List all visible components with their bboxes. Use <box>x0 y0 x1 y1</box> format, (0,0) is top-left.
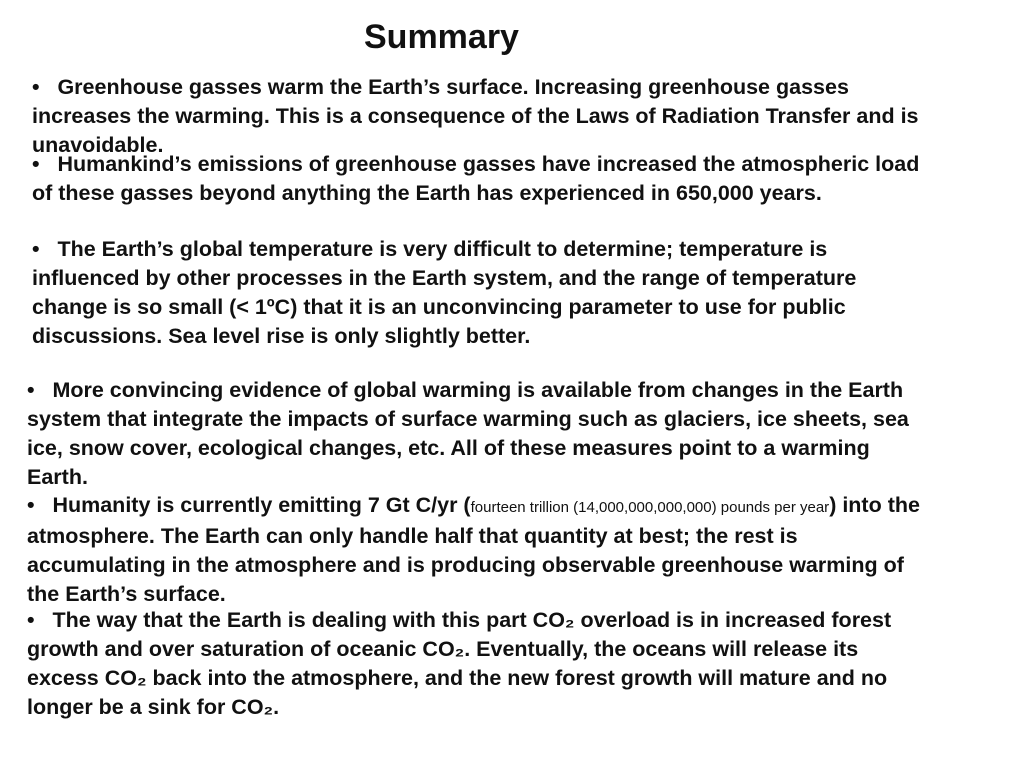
bullet-small-text: fourteen trillion (14,000,000,000,000) pounds per year <box>470 499 830 516</box>
bullet-human-emissions <box>32 150 937 208</box>
bullet-convincing-evidence <box>27 376 932 492</box>
bullet-marker: • <box>32 237 40 261</box>
bullet-greenhouse-warming <box>32 73 932 160</box>
bullet-text: The Earth’s global temperature is very difficult to determine; temperature is influenced by other processes in the Earth system, and the range of temperature change is so small (< 1ºC) that it is an unconvincing parameter to use for public discussions. Sea level rise is only slightly better. <box>32 237 857 348</box>
bullet-text-after: ) into the atmosphere. The Earth can only handle half that quantity at best; the rest is accumulating in the atmosphere and is producing observable greenhouse warming of the Earth’s surface. <box>27 493 920 606</box>
bullet-text: The way that the Earth is dealing with this part CO₂ overload is in increased forest growth and over saturation of oceanic CO₂. Eventually, the oceans will release its excess CO₂ back into the atmosphere, and the new forest growth will mature and no longer be a sink for CO₂. <box>27 608 892 719</box>
bullet-text: More convincing evidence of global warming is available from changes in the Earth system that integrate the impacts of surface warming such as glaciers, ice sheets, sea ice, snow cover, ecological changes, etc. All of these measures point to a warming Earth. <box>27 378 909 489</box>
bullet-marker: • <box>27 378 35 402</box>
bullet-text: Greenhouse gasses warm the Earth’s surface. Increasing greenhouse gasses increases the warming. This is a consequence of the Laws of Radiation Transfer and is unavoidable. <box>32 75 919 157</box>
bullet-global-temperature <box>32 235 932 351</box>
bullet-marker: • <box>27 493 35 517</box>
bullet-co2-overload <box>27 606 932 722</box>
bullet-marker: • <box>32 75 40 99</box>
bullet-text: Humankind’s emissions of greenhouse gasses have increased the atmospheric load of these gasses beyond anything the Earth has experienced in 650,000 years. <box>32 152 920 205</box>
bullet-marker: • <box>27 608 35 632</box>
bullet-marker: • <box>32 152 40 176</box>
slide-title: Summary <box>364 18 519 56</box>
bullet-text-before: Humanity is currently emitting 7 Gt C/yr ( <box>52 493 471 517</box>
bullet-emission-rate <box>27 491 932 609</box>
